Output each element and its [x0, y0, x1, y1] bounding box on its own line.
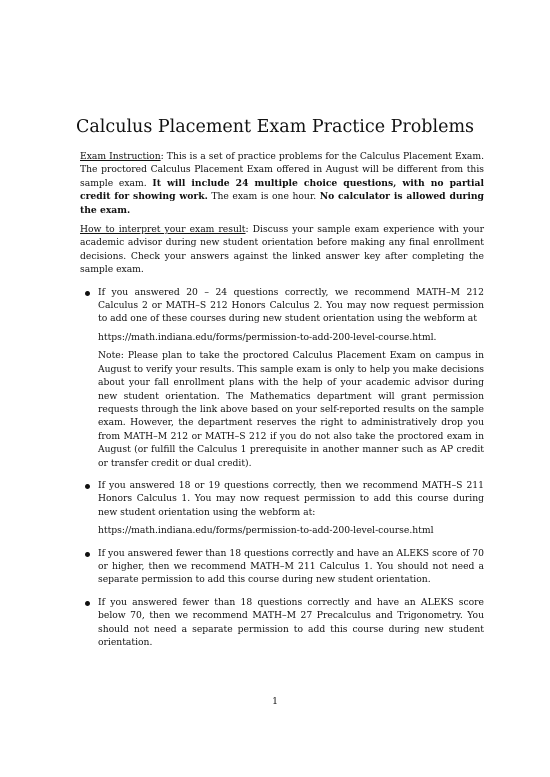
interpret-text: : Discuss your sample exam experience with your academic advisor during new student orientation before making any final enrollment decisions. Check your answers against the linked answer key after completing the sample exam.	[80, 224, 484, 276]
bullet-icon	[85, 484, 90, 489]
exam-instruction-duration: The exam is one hour.	[207, 191, 320, 203]
page-title: Calculus Placement Exam Practice Problems	[75, 117, 475, 137]
recommendation-text: If you answered 18 or 19 questions correctly, then we recommend MATH–S 211 Honors Calculus 1. You may now request permission to add this course during new student orientation using the webform at:	[98, 479, 484, 518]
bullet-icon	[85, 552, 90, 557]
document-body	[80, 150, 484, 658]
exam-instruction-text: : This is a set of practice problems for the Calculus Placement Exam. The proctored Calculus Placement Exam offered in August will be different from this sample exam.	[80, 151, 484, 189]
bullet-icon	[85, 601, 90, 606]
list-item	[80, 547, 484, 587]
page-number: 1	[272, 696, 278, 707]
webform-url: https://math.indiana.edu/forms/permission-to-add-200-level-course.html.	[98, 331, 437, 343]
list-item	[80, 479, 484, 538]
webform-url: https://math.indiana.edu/forms/permission-to-add-200-level-course.html	[98, 525, 434, 537]
interpret-label: How to interpret your exam result	[80, 224, 246, 236]
interpret-paragraph	[80, 223, 484, 277]
recommendation-text: If you answered 20 – 24 questions correctly, we recommend MATH–M 212 Calculus 2 or MATH–S 212 Honors Calculus 2. You may now request permission to add one of these courses during new student orientation using the webform at	[98, 286, 484, 325]
exam-instruction-bold-calculator: No calculator is allowed during the exam.	[80, 191, 484, 216]
recommendation-text: If you answered fewer than 18 questions correctly and have an ALEKS score below 70, then we recommend MATH–M 27 Precalculus and Trigonometry. You should not need a separate permission to add this course during new student orientation.	[98, 596, 484, 648]
bullet-icon	[85, 291, 90, 296]
exam-instruction-bold-format: It will include 24 multiple choice questions, with no partial credit for showing work.	[80, 177, 484, 203]
recommendation-text: If you answered fewer than 18 questions correctly and have an ALEKS score of 70 or higher, then we recommend MATH–M 211 Calculus 1. You should not need a separate permission to add this course during new student orientation.	[98, 547, 484, 586]
list-item	[80, 286, 484, 470]
recommendation-list	[80, 286, 484, 650]
exam-instruction-paragraph	[80, 150, 484, 217]
exam-instruction-label: Exam Instruction	[80, 151, 161, 162]
list-item	[80, 596, 484, 650]
recommendation-note: Note: Please plan to take the proctored Calculus Placement Exam on campus in August to verify your results. This sample exam is only to help you make decisions about your fall enrollment plans with the help of your academic advisor during new student orientation. The Mathematics department will grant permission requests through the link above based on your self-reported results on the sample exam. However, the department reserves the right to administratively drop you from MATH–M 212 or MATH–S 212 if you do not also take the proctored exam in August (or fulfill the Calculus 1 prerequisite in another manner such as AP credit or transfer credit or dual credit).	[98, 350, 484, 469]
